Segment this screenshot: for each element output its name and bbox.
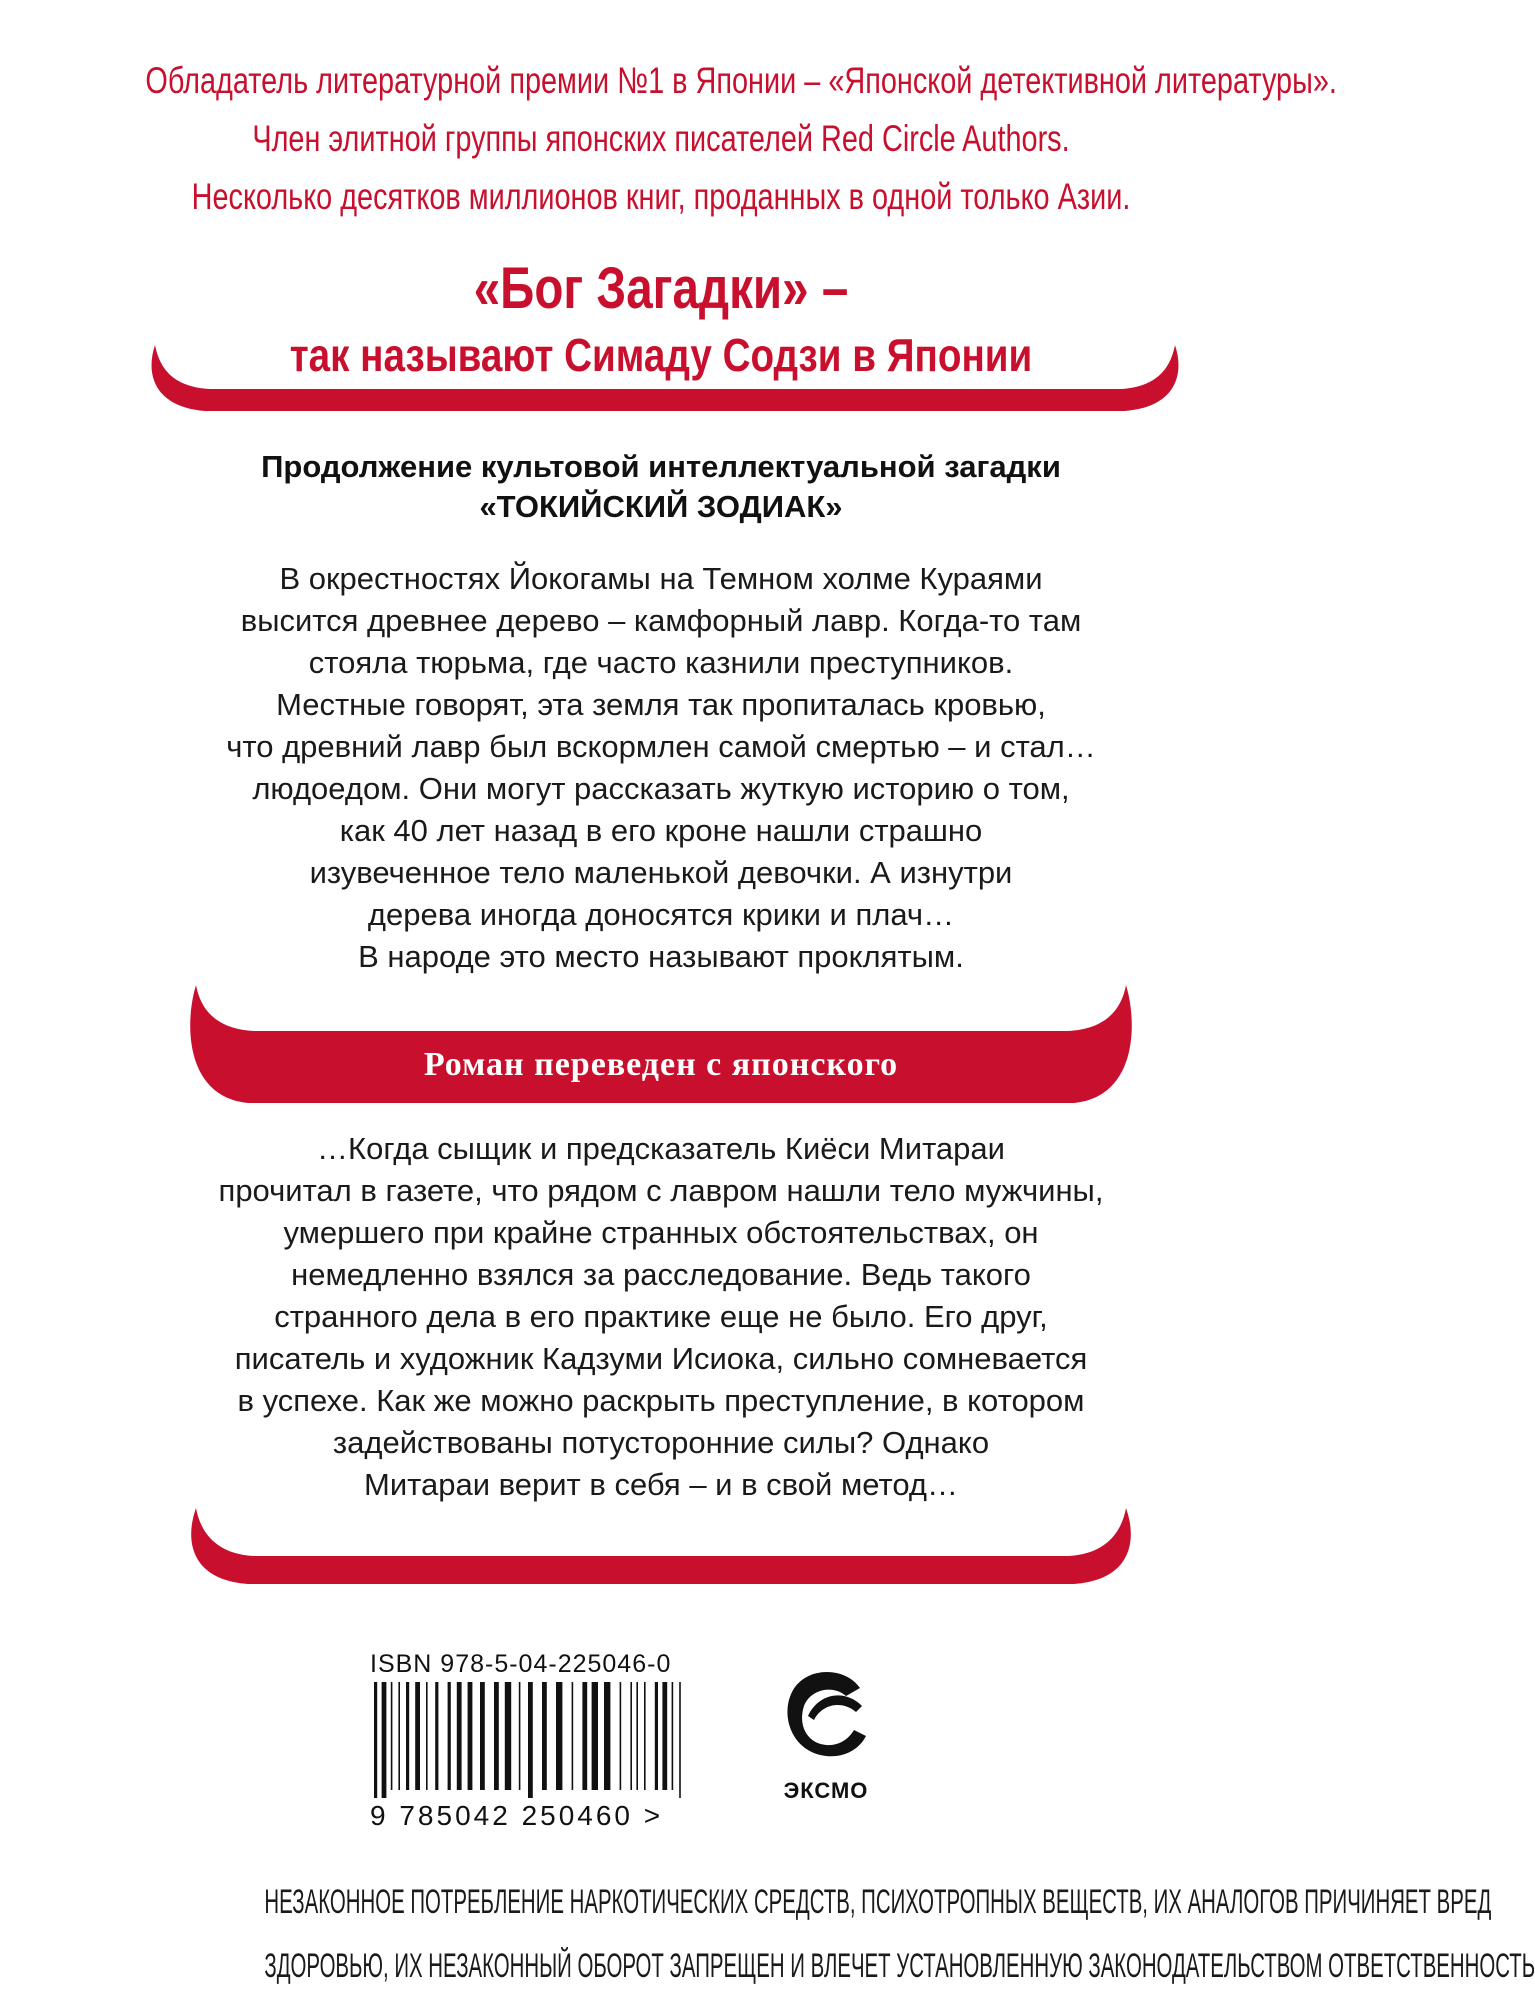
continuation-line-1: Продолжение культовой интеллектуальной загадки bbox=[261, 449, 1061, 484]
paragraph-line: писатель и художник Кадзуми Исиока, сильно сомневается bbox=[234, 1341, 1088, 1376]
paragraph-line: задействованы потусторонние силы? Однако bbox=[332, 1425, 990, 1460]
barcode-bar bbox=[382, 1682, 387, 1798]
paragraph-line: дерева иногда доносятся крики и плач… bbox=[367, 897, 955, 932]
barcode-number: 9 785042 250460 > bbox=[370, 1800, 664, 1831]
paragraph-line: изувеченное тело маленькой девочки. А изнутри bbox=[309, 855, 1013, 890]
barcode-bar bbox=[391, 1682, 393, 1790]
award-line-3: Несколько десятков миллионов книг, проданных в одной только Азии. bbox=[191, 176, 1131, 217]
continuation-title bbox=[0, 447, 1322, 527]
barcode-bar bbox=[406, 1682, 409, 1790]
barcode-bar bbox=[630, 1682, 632, 1790]
barcode-bar bbox=[662, 1682, 667, 1790]
barcode-bar bbox=[620, 1682, 622, 1790]
barcode-bar bbox=[448, 1682, 451, 1790]
headline-title: «Бог Загадки» – bbox=[473, 256, 849, 321]
paragraph-line: В народе это место называют проклятым. bbox=[358, 939, 964, 974]
barcode-bar bbox=[494, 1682, 499, 1790]
headline-subtitle: так называют Симаду Содзи в Японии bbox=[289, 329, 1033, 381]
barcode-bar bbox=[655, 1682, 658, 1790]
translation-banner-text: Роман переведен с японского bbox=[423, 1046, 899, 1083]
barcode-bar bbox=[556, 1682, 562, 1790]
barcode-bar bbox=[374, 1682, 377, 1798]
barcode-bar bbox=[415, 1682, 420, 1790]
barcode-bar bbox=[435, 1682, 438, 1790]
legal-warning bbox=[0, 1870, 1535, 1998]
paragraph-line: как 40 лет назад в его кроне нашли страшно bbox=[339, 813, 983, 848]
continuation-line-2: «ТОКИЙСКИЙ ЗОДИАК» bbox=[479, 489, 843, 524]
paragraph-line: Митараи верит в себя – и в свой метод… bbox=[364, 1467, 958, 1502]
barcode-bar bbox=[644, 1682, 646, 1790]
barcode-bar bbox=[457, 1682, 462, 1790]
publisher-logo-icon bbox=[770, 1660, 882, 1777]
paragraph-line: людоедом. Они могут рассказать жуткую историю о том, bbox=[252, 771, 1070, 806]
barcode-bar bbox=[398, 1682, 400, 1790]
paragraph-line: прочитал в газете, что рядом с лавром нашли тело мужчины, bbox=[218, 1173, 1104, 1208]
award-line-1: Обладатель литературной премии №1 в Японии – «Японской детективной литературы». bbox=[145, 60, 1337, 101]
paragraph-line: в успехе. Как же можно раскрыть преступление, в котором bbox=[237, 1383, 1085, 1418]
bottom-bracket-ornament bbox=[178, 1508, 1144, 1590]
barcode-bar bbox=[426, 1682, 428, 1790]
barcode-bar bbox=[480, 1682, 485, 1790]
paragraph-line: …Когда сыщик и предсказатель Киёси Митараи bbox=[317, 1131, 1005, 1166]
barcode-bar bbox=[505, 1682, 511, 1790]
isbn-label: ISBN 978-5-04-225046-0 bbox=[370, 1650, 672, 1678]
publisher-name: ЭКСМО bbox=[783, 1778, 869, 1803]
barcode bbox=[370, 1682, 720, 1803]
barcode-bar bbox=[542, 1682, 547, 1790]
description-paragraph-2 bbox=[0, 1128, 1322, 1506]
barcode-bar bbox=[519, 1682, 521, 1790]
barcode-bar bbox=[679, 1682, 681, 1798]
awards-block bbox=[0, 52, 1337, 226]
warning-line-2: ЗДОРОВЬЮ, ИХ НЕЗАКОННЫЙ ОБОРОТ ЗАПРЕЩЕН И ВЛЕЧЕТ УСТАНОВЛЕННУЮ ЗАКОНОДАТЕЛЬСТВОМ ОТВЕТСТВЕННОСТЬ bbox=[264, 1947, 1535, 1985]
description-paragraph-1 bbox=[0, 558, 1322, 978]
barcode-bar bbox=[672, 1682, 674, 1790]
paragraph-line: умершего при крайне странных обстоятельствах, он bbox=[283, 1215, 1039, 1250]
paragraph-line: В окрестностях Йокогамы на Темном холме Кураями bbox=[279, 561, 1043, 596]
barcode-bar bbox=[636, 1682, 638, 1790]
paragraph-line: что древний лавр был вскормлен самой смертью – и стал… bbox=[226, 729, 1096, 764]
paragraph-line: Местные говорят, эта земля так пропиталась кровью, bbox=[276, 687, 1046, 722]
warning-line-1: НЕЗАКОННОЕ ПОТРЕБЛЕНИЕ НАРКОТИЧЕСКИХ СРЕДСТВ, ПСИХОТРОПНЫХ ВЕЩЕСТВ, ИХ АНАЛОГОВ ПРИЧИНЯЕТ ВРЕД bbox=[264, 1883, 1492, 1921]
barcode-bar bbox=[468, 1682, 473, 1790]
barcode-bar bbox=[528, 1682, 533, 1798]
award-line-2: Член элитной группы японских писателей Red Circle Authors. bbox=[252, 118, 1070, 159]
paragraph-line: немедленно взялся за расследование. Ведь такого bbox=[291, 1257, 1031, 1292]
barcode-bar bbox=[592, 1682, 598, 1790]
barcode-bar bbox=[604, 1682, 610, 1790]
barcode-bar bbox=[572, 1682, 574, 1790]
paragraph-line: странного дела в его практике еще не было. Его друг, bbox=[274, 1299, 1048, 1334]
paragraph-line: высится древнее дерево – камфорный лавр. Когда-то там bbox=[240, 603, 1082, 638]
barcode-bar bbox=[582, 1682, 587, 1790]
paragraph-line: стояла тюрьма, где часто казнили преступников. bbox=[308, 645, 1014, 680]
